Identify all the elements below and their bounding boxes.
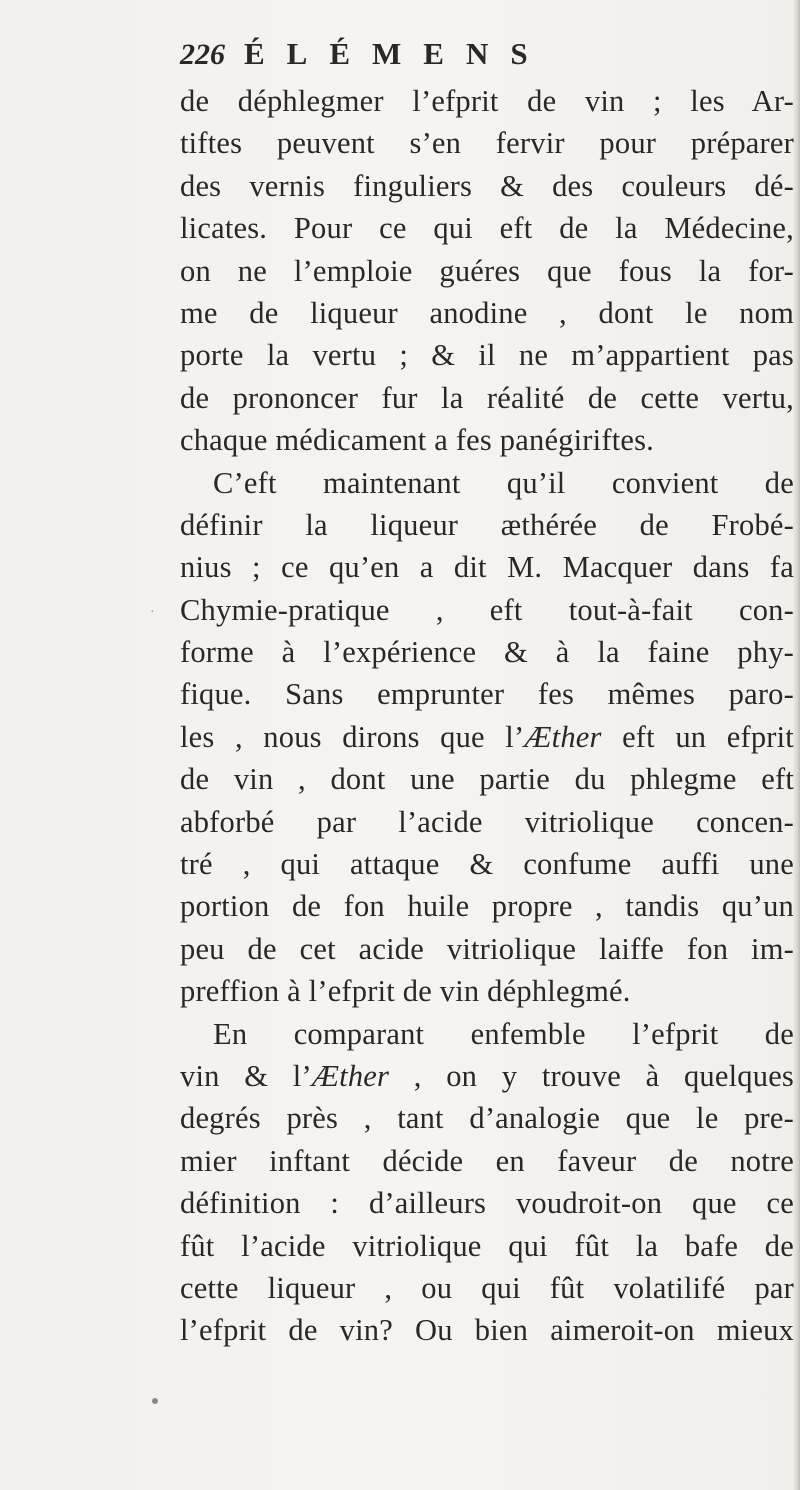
text-line: tiftes peuvent s’en fervir pour préparer [180, 126, 794, 161]
text-line: de déphlegmer l’efprit de vin ; les Ar- [180, 84, 794, 118]
text-line: portion de fon huile propre , tandis qu’un [180, 889, 794, 924]
aether-term: Æther [311, 1058, 390, 1093]
text-line: mier inftant décide en faveur de notre [180, 1143, 794, 1178]
text-line: peu de cet acide vitriolique laiffe fon im- [180, 931, 794, 966]
text-line: définition : d’ailleurs voudroit-on que ce [180, 1186, 794, 1221]
text-line-aether: les , nous dirons que l’Æther eft un efprit [180, 719, 794, 754]
text-line: l’efprit de vin? Ou bien aimeroit-on mieux [180, 1313, 794, 1348]
text-line: de vin , dont une partie du phlegme eft [180, 762, 794, 797]
text-line: chaque médicament a fes panégiriftes. [180, 423, 654, 458]
text-line: des vernis finguliers & des couleurs dé- [180, 168, 794, 203]
text-line: cette liqueur , ou qui fût volatilifé par [180, 1270, 794, 1305]
margin-mark: · [150, 605, 155, 620]
text-line: me de liqueur anodine , dont le nom [180, 295, 794, 330]
text-line: degrés près , tant d’analogie que le pre- [180, 1101, 794, 1136]
text-line: fût l’acide vitriolique qui fût la bafe de [180, 1228, 794, 1263]
text-line: tré , qui attaque & confume auffi une [180, 847, 794, 882]
ink-speck [152, 1398, 158, 1404]
text-line: En comparant enfemble l’efprit de [213, 1016, 794, 1051]
body-text [180, 80, 794, 1352]
page-number: 226 [180, 38, 225, 71]
text-line: fique. Sans emprunter fes mêmes paro- [180, 677, 794, 712]
text-line: on ne l’emploie guéres que fous la for- [180, 253, 794, 288]
text-line: preffion à l’efprit de vin déphlegmé. [180, 974, 631, 1009]
text-line: définir la liqueur æthérée de Frobé- [180, 507, 794, 542]
text-line: licates. Pour ce qui eft de la Médecine, [180, 211, 794, 246]
text-line: forme à l’expérience & à la faine phy- [180, 635, 794, 670]
text-line: nius ; ce qu’en a dit M. Macquer dans fa [180, 550, 794, 585]
running-title: ÉLÉMENS [244, 36, 550, 71]
text-line: Chymie-pratique , eft tout-à-fait con- [180, 592, 794, 627]
text-line: C’eft maintenant qu’il convient de [213, 465, 794, 500]
text-line-aether: vin & l’Æther , on y trouve à quelques [180, 1058, 794, 1093]
text-line: abforbé par l’acide vitriolique concen- [180, 804, 794, 839]
page-header [172, 30, 732, 80]
aether-term: Æther [524, 719, 602, 754]
text-line: porte la vertu ; & il ne m’appartient pas [180, 338, 794, 373]
text-line: de prononcer fur la réalité de cette vertu, [180, 380, 794, 415]
